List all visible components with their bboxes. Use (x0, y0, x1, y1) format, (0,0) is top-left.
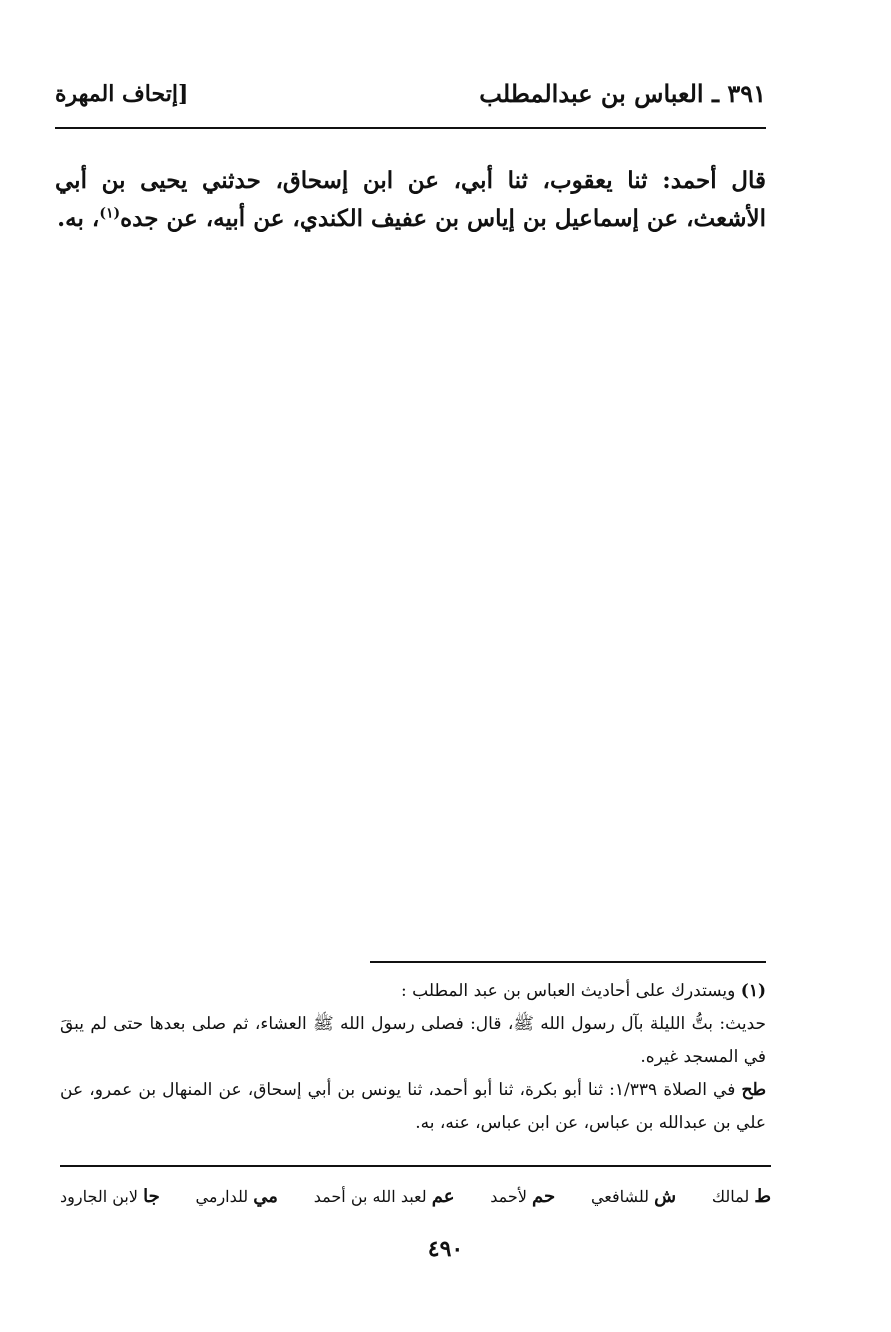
narration-chain: : ثنا يعقوب، ثنا أبي، عن ابن إسحاق، حدثني يحيى بن أبي الأشعث، عن إسماعيل بن إياس بن عفيف الكندي، عن أبيه، عن جده (55, 167, 766, 232)
main-body-text (55, 162, 766, 238)
chapter-title: ٣٩١ ـ العباس بن عبدالمطلب (479, 79, 766, 108)
page-number: ٤٩٠ (427, 1236, 464, 1262)
footnote-source (60, 1074, 766, 1140)
footnote-intro-text: ويستدرك على أحاديث العباس بن عبد المطلب : (401, 981, 736, 1001)
legend-item: مي للدارمي (195, 1186, 278, 1207)
abbreviation-legend (60, 1180, 771, 1214)
footnotes-block (60, 975, 766, 1140)
header-divider (55, 127, 766, 129)
source-text: في الصلاة ١/٣٣٩: ثنا أبو بكرة، ثنا أبو أحمد، ثنا يونس بن أبي إسحاق، عن المنهال بن عمرو، عن علي بن عبدالله بن عباس، عن ابن عباس، عنه، به. (60, 1080, 766, 1133)
running-header (55, 74, 766, 114)
book-section-title: [إتحاف المهرة (55, 81, 189, 107)
narration-ending: ، به. (57, 205, 100, 232)
narration-lead: قال أحمد (670, 167, 766, 194)
legend-item: عم لعبد الله بن أحمد (313, 1186, 455, 1207)
source-abbreviation: طح (741, 1080, 767, 1100)
footnote-reference: (١) (99, 205, 121, 222)
hadith-label: حديث (725, 1014, 766, 1034)
legend-item: ط لمالك (711, 1186, 771, 1207)
footnote-hadith (60, 1008, 766, 1074)
legend-item: جا لابن الجارود (60, 1186, 160, 1207)
footnote-number: (١) (740, 981, 766, 1001)
legend-item: ش للشافعي (590, 1186, 677, 1207)
hadith-text: : بتُّ الليلة بآل رسول الله ﷺ، قال: فصلى رسول الله ﷺ العشاء، ثم صلى بعدها حتى لم يبقَ في المسجد غيره. (60, 1014, 766, 1067)
legend-divider (60, 1165, 771, 1167)
footnote-intro (60, 975, 766, 1008)
legend-item: حم لأحمد (490, 1186, 556, 1207)
footnote-divider (370, 961, 766, 963)
